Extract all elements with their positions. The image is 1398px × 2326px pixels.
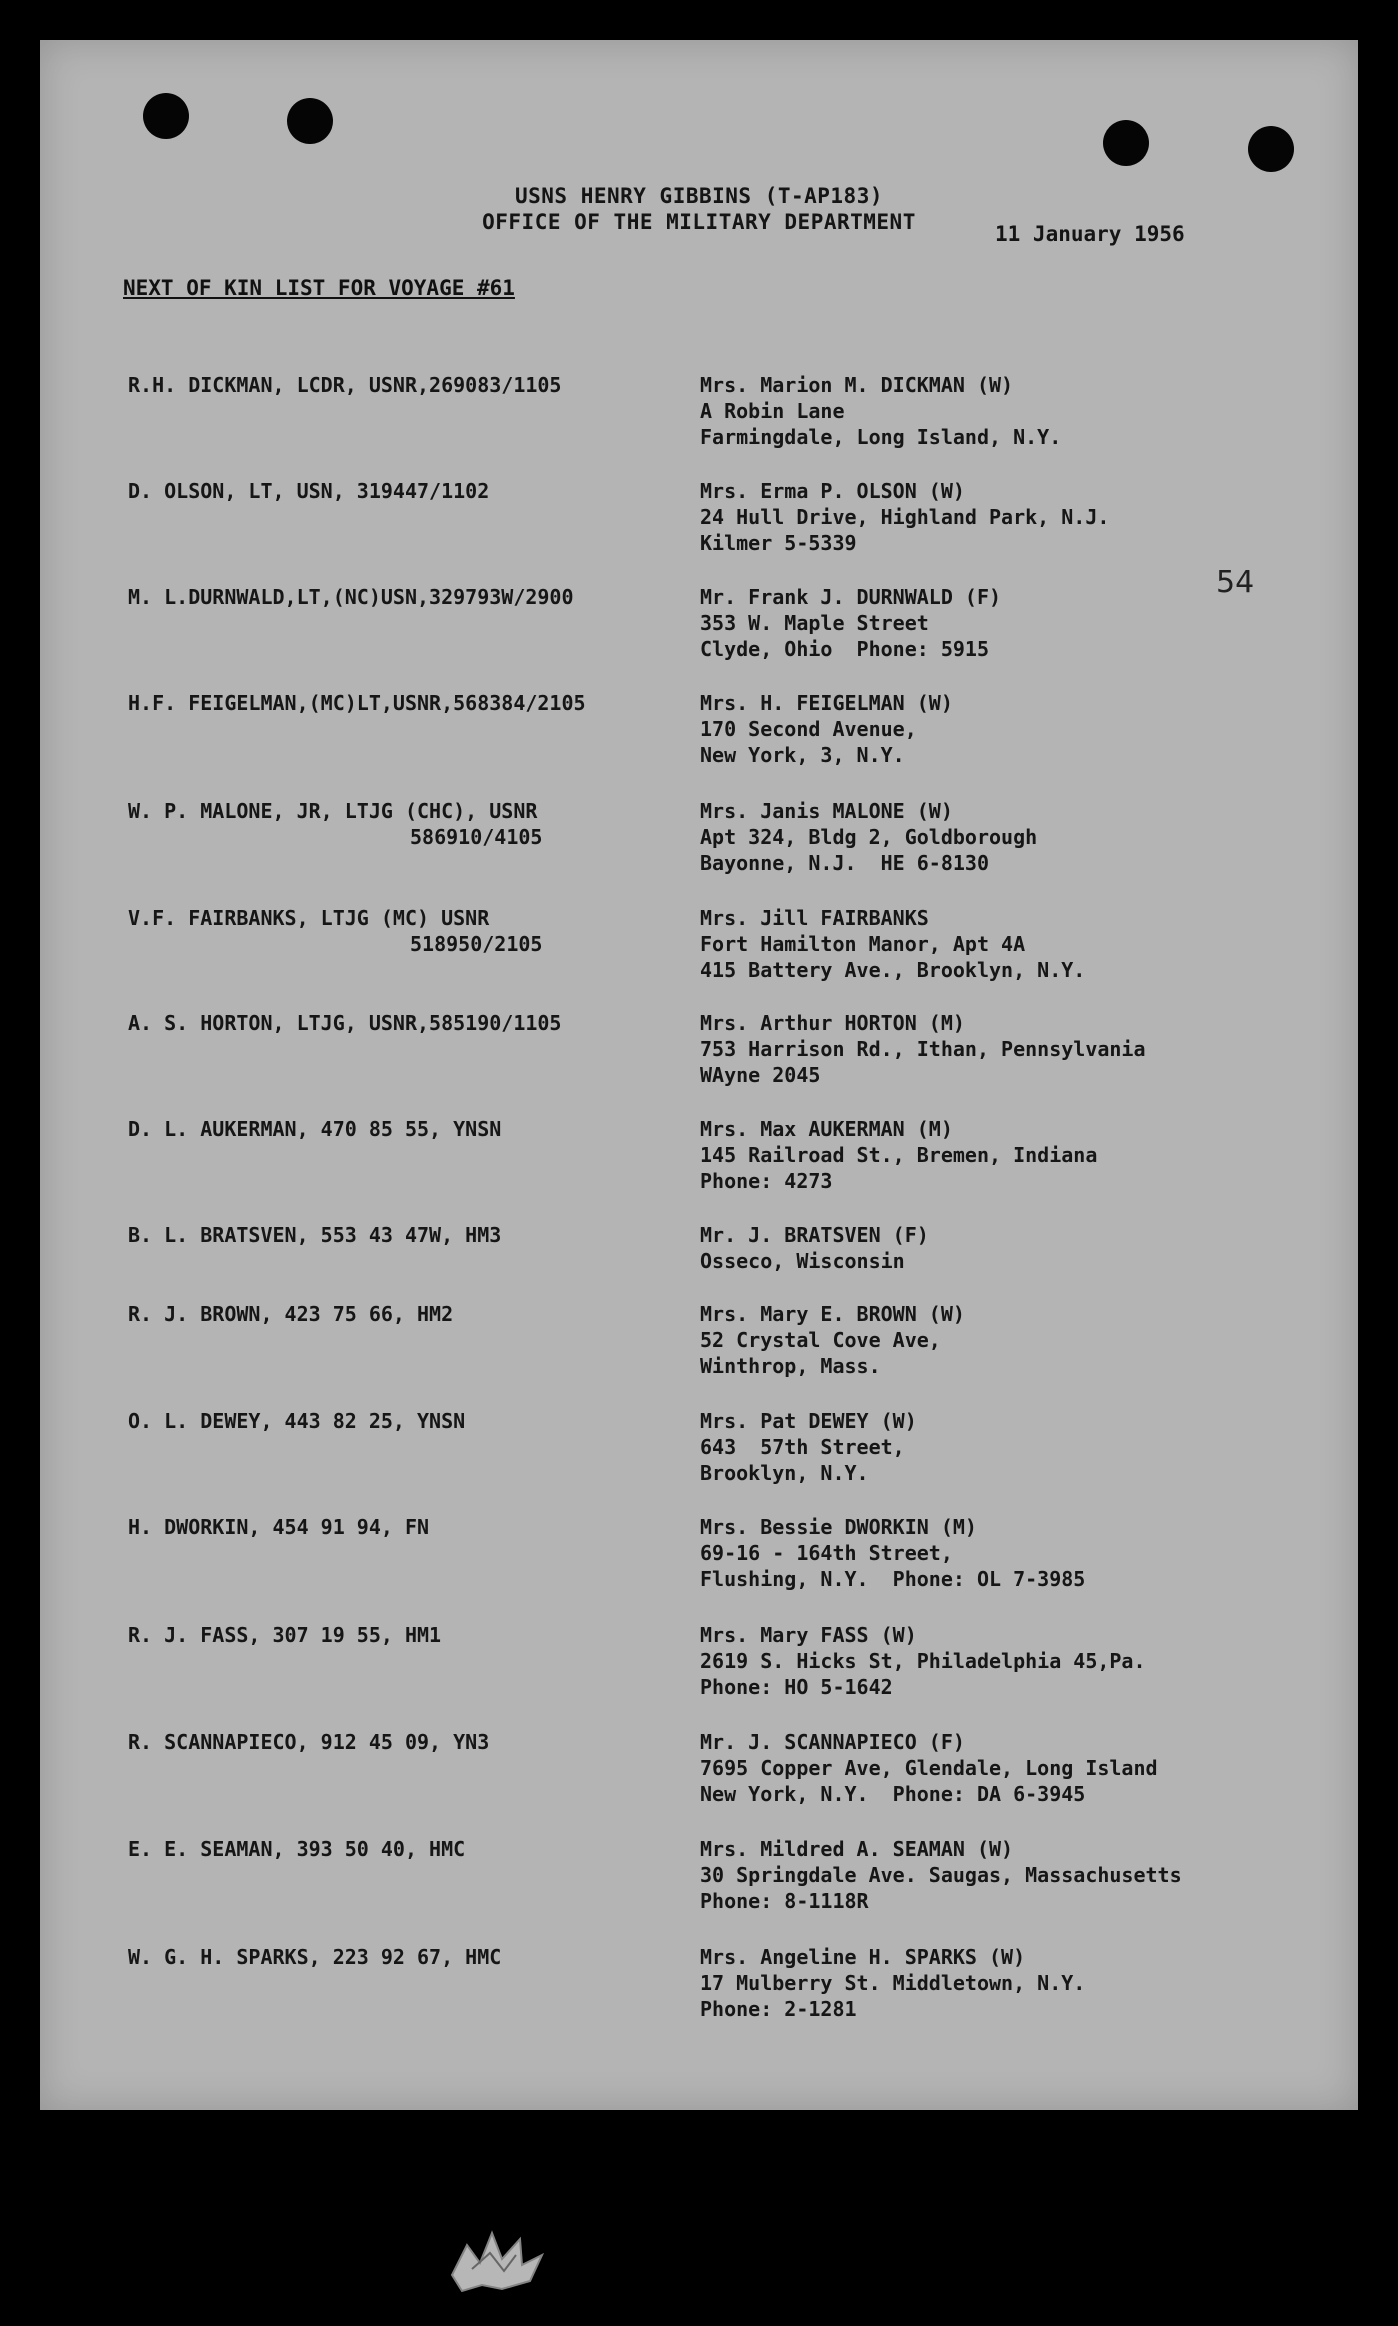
punch-hole [287,98,333,144]
service-member [128,1010,561,1036]
service-member [128,1222,501,1248]
service-member-name: M. L.DURNWALD,LT,(NC)USN,329793W/2900 [128,585,574,609]
service-member-name: O. L. DEWEY, 443 82 25, YNSN [128,1409,466,1433]
kin-address-line: 643 57th Street, [700,1435,905,1459]
service-member [128,372,561,398]
service-member [128,1116,501,1142]
ship-title: USNS HENRY GIBBINS (T-AP183) [514,184,883,208]
service-member [128,478,489,504]
kin-address-line: Flushing, N.Y. Phone: OL 7-3985 [700,1567,1086,1591]
service-member-name: H.F. FEIGELMAN,(MC)LT,USNR,568384/2105 [128,691,586,715]
next-of-kin [700,1408,917,1486]
service-member-name: D. OLSON, LT, USN, 319447/1102 [128,479,490,503]
service-member [128,798,542,850]
document-date: 11 January 1956 [995,222,1185,246]
next-of-kin [700,1301,965,1379]
kin-address-line: 415 Battery Ave., Brooklyn, N.Y. [700,958,1086,982]
kin-address-line: Phone: HO 5-1642 [700,1675,893,1699]
kin-address-line: 17 Mulberry St. Middletown, N.Y. [700,1971,1086,1995]
kin-name: Mrs. Erma P. OLSON (W) [700,479,965,503]
service-number: 586910/4105 [410,825,543,849]
kin-address-line: Osseco, Wisconsin [700,1249,905,1273]
service-member-name: D. L. AUKERMAN, 470 85 55, YNSN [128,1117,502,1141]
service-member-name: R.H. DICKMAN, LCDR, USNR,269083/1105 [128,373,562,397]
kin-name: Mrs. Jill FAIRBANKS [700,906,929,930]
kin-address-line: Brooklyn, N.Y. [700,1461,869,1485]
service-member [128,584,574,610]
service-member-name: W. P. MALONE, JR, LTJG (CHC), USNR [128,799,538,823]
service-member-name: R. J. BROWN, 423 75 66, HM2 [128,1302,454,1326]
kin-address-line: New York, 3, N.Y. [700,743,905,767]
next-of-kin [700,1944,1085,2022]
next-of-kin [700,1836,1182,1914]
kin-name: Mrs. Arthur HORTON (M) [700,1011,965,1035]
next-of-kin [700,798,1037,876]
kin-address-line: 2619 S. Hicks St, Philadelphia 45,Pa. [700,1649,1146,1673]
service-member-name: H. DWORKIN, 454 91 94, FN [128,1515,430,1539]
service-member-name: R. J. FASS, 307 19 55, HM1 [128,1623,442,1647]
service-member [128,1408,465,1434]
kin-address-line: Bayonne, N.J. HE 6-8130 [700,851,989,875]
service-member [128,1944,501,1970]
service-member-name: R. SCANNAPIECO, 912 45 09, YN3 [128,1730,490,1754]
kin-address-line: 753 Harrison Rd., Ithan, Pennsylvania [700,1037,1146,1061]
kin-address-line: WAyne 2045 [700,1063,821,1087]
kin-address-line: New York, N.Y. Phone: DA 6-3945 [700,1782,1086,1806]
service-member [128,1514,429,1540]
punch-hole [1248,126,1294,172]
service-member [128,1729,489,1755]
punch-hole [143,93,189,139]
next-of-kin [700,1514,1085,1592]
service-member-name: A. S. HORTON, LTJG, USNR,585190/1105 [128,1011,562,1035]
kin-name: Mr. J. BRATSVEN (F) [700,1223,929,1247]
service-member-name: V.F. FAIRBANKS, LTJG (MC) USNR [128,906,490,930]
service-member-name: E. E. SEAMAN, 393 50 40, HMC [128,1837,466,1861]
kin-name: Mrs. Mary FASS (W) [700,1623,917,1647]
kin-name: Mrs. Pat DEWEY (W) [700,1409,917,1433]
kin-address-line: Phone: 4273 [700,1169,833,1193]
kin-address-line: 52 Crystal Cove Ave, [700,1328,941,1352]
kin-address-line: 69-16 - 164th Street, [700,1541,953,1565]
next-of-kin [700,1010,1146,1088]
next-of-kin [700,1622,1146,1700]
kin-name: Mrs. Bessie DWORKIN (M) [700,1515,977,1539]
kin-address-line: Winthrop, Mass. [700,1354,881,1378]
kin-address-line: Kilmer 5-5339 [700,531,857,555]
next-of-kin [700,584,1001,662]
next-of-kin [700,372,1061,450]
next-of-kin [700,905,1085,983]
kin-name: Mrs. Janis MALONE (W) [700,799,953,823]
next-of-kin [700,1729,1158,1807]
kin-address-line: 170 Second Avenue, [700,717,917,741]
service-member [128,1836,465,1862]
next-of-kin [700,478,1109,556]
kin-name: Mrs. Marion M. DICKMAN (W) [700,373,1014,397]
next-of-kin [700,1222,929,1274]
kin-address-line: Clyde, Ohio Phone: 5915 [700,637,989,661]
kin-address-line: Farmingdale, Long Island, N.Y. [700,425,1062,449]
page-number: 54 [1216,565,1255,600]
service-member [128,1301,453,1327]
kin-address-line: 145 Railroad St., Bremen, Indiana [700,1143,1098,1167]
list-title: NEXT OF KIN LIST FOR VOYAGE #61 [123,276,515,300]
next-of-kin [700,690,953,768]
kin-address-line: Fort Hamilton Manor, Apt 4A [700,932,1026,956]
kin-name: Mr. Frank J. DURNWALD (F) [700,585,1002,609]
service-member [128,690,586,716]
kin-address-line: Phone: 8-1118R [700,1889,869,1913]
kin-address-line: Phone: 2-1281 [700,1997,857,2021]
kin-name: Mr. J. SCANNAPIECO (F) [700,1730,965,1754]
office-title: OFFICE OF THE MILITARY DEPARTMENT [482,210,916,234]
kin-address-line: 30 Springdale Ave. Saugas, Massachusetts [700,1863,1182,1887]
service-number: 518950/2105 [410,932,543,956]
kin-address-line: 24 Hull Drive, Highland Park, N.J. [700,505,1110,529]
document-page [40,40,1358,2110]
ink-stamp-mark [442,2225,552,2297]
kin-name: Mrs. H. FEIGELMAN (W) [700,691,953,715]
service-member-name: B. L. BRATSVEN, 553 43 47W, HM3 [128,1223,502,1247]
service-member-name: W. G. H. SPARKS, 223 92 67, HMC [128,1945,502,1969]
kin-address-line: 353 W. Maple Street [700,611,929,635]
kin-name: Mrs. Max AUKERMAN (M) [700,1117,953,1141]
kin-name: Mrs. Angeline H. SPARKS (W) [700,1945,1026,1969]
service-member [128,1622,441,1648]
kin-address-line: Apt 324, Bldg 2, Goldborough [700,825,1038,849]
kin-address-line: A Robin Lane [700,399,845,423]
kin-name: Mrs. Mildred A. SEAMAN (W) [700,1837,1014,1861]
kin-name: Mrs. Mary E. BROWN (W) [700,1302,965,1326]
next-of-kin [700,1116,1097,1194]
service-member [128,905,542,957]
kin-address-line: 7695 Copper Ave, Glendale, Long Island [700,1756,1158,1780]
punch-hole [1103,120,1149,166]
